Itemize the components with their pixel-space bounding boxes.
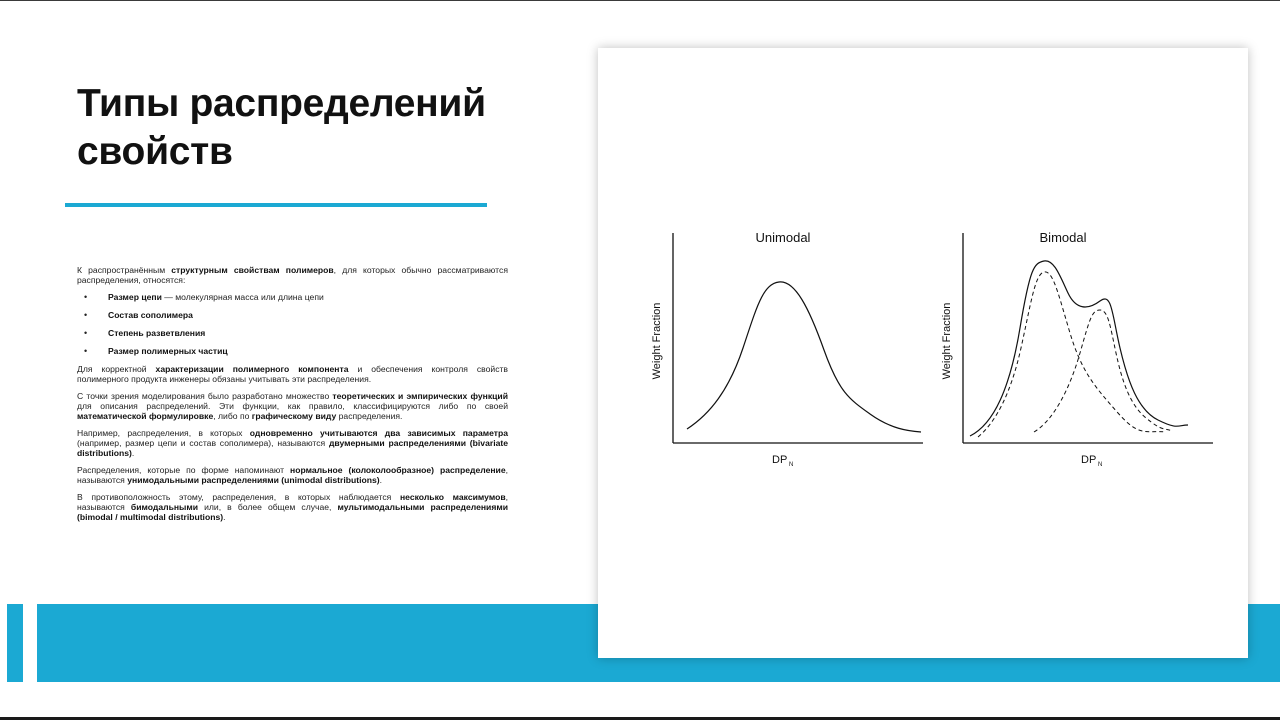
slide-title-line-1: Типы распределений xyxy=(77,82,486,125)
list-item-bold: Степень разветвления xyxy=(108,328,206,338)
title-underline xyxy=(65,203,487,207)
bold-run: нормальное (колоколообразное) распределение xyxy=(290,465,506,475)
text-run: , называются xyxy=(77,465,508,485)
unimodal-curve xyxy=(687,282,921,432)
bimodal-x-label: DP xyxy=(1081,454,1097,466)
text-run: для описания распределений. Эти функции, как правило, классифицируются либо по своей xyxy=(77,401,508,411)
bold-run: бимодальными xyxy=(130,502,199,512)
bimodal-x-label-subscript: N xyxy=(1098,462,1103,468)
bold-run: мультимодальными распределениями (bimodal / multimodal distributions) xyxy=(77,502,508,522)
slide-title xyxy=(77,80,547,176)
list-item-bold: Состав сополимера xyxy=(108,310,193,320)
bimodal-curve xyxy=(970,261,1188,436)
text-run: или, в более общем случае, xyxy=(198,502,338,512)
unimodal-x-label: DP xyxy=(772,454,788,466)
unimodal-title: Unimodal xyxy=(755,230,811,245)
bold-run: теоретических и эмпирических функций xyxy=(332,391,508,401)
bold-run: одновременно учитываются два зависимых параметра xyxy=(249,428,508,438)
bimodal-component-2 xyxy=(1034,310,1173,432)
distribution-diagram xyxy=(598,48,1248,658)
multimodal-paragraph xyxy=(77,492,508,522)
bold-run: характеризации полимерного компонента xyxy=(155,364,349,374)
text-run: С точки зрения моделирования было разработано множество xyxy=(77,391,333,401)
bimodal-title: Bimodal xyxy=(1039,230,1087,245)
list-item xyxy=(77,310,508,320)
text-run: , называются xyxy=(77,492,508,512)
unimodal-panel xyxy=(651,230,923,468)
bold-run: унимодальными распределениями (unimodal distributions) xyxy=(127,475,380,485)
text-run: (например, размер цепи и состав сополимера), называются xyxy=(77,438,329,448)
bimodal-panel xyxy=(941,230,1213,468)
list-item xyxy=(77,292,508,302)
intro-text-end: , для которых обычно рассматриваются распределения, относятся: xyxy=(77,265,508,285)
text-run: . xyxy=(379,475,383,485)
accent-band-small xyxy=(7,604,23,682)
text-run: распределения. xyxy=(336,411,403,421)
distribution-figure xyxy=(598,48,1248,658)
list-item xyxy=(77,346,508,356)
bold-run: графическому виду xyxy=(251,411,337,421)
text-run: . xyxy=(223,512,226,522)
text-run: Например, распределения, в которых xyxy=(77,428,250,438)
intro-text: К распространённым xyxy=(77,265,172,275)
text-run: и обеспечения контроля свойств полимерного продукта инженеры обязаны учитывать эти распределения. xyxy=(77,364,508,384)
text-run: . xyxy=(131,448,135,458)
list-item xyxy=(77,328,508,338)
text-run: В противоположность этому, распределения, в которых наблюдается xyxy=(77,492,400,502)
modeling-paragraph xyxy=(77,391,508,421)
top-border xyxy=(0,0,1280,1)
intro-paragraph xyxy=(77,265,508,285)
bimodal-component-1 xyxy=(978,272,1166,437)
list-item-text: — молекулярная масса или длина цепи xyxy=(161,292,324,302)
text-run: Для корректной xyxy=(77,364,156,374)
unimodal-x-label-subscript: N xyxy=(789,462,794,468)
list-item-bold: Размер цепи xyxy=(108,292,162,302)
text-run: , либо по xyxy=(213,411,252,421)
bold-run: несколько максимумов xyxy=(399,492,506,502)
bold-run: математической формулировке xyxy=(77,411,214,421)
unimodal-paragraph xyxy=(77,465,508,485)
intro-bold: структурным свойствам полимеров xyxy=(171,265,334,275)
unimodal-y-label: Weight Fraction xyxy=(651,302,663,380)
bold-run: двумерными распределениями (bivariate distributions) xyxy=(77,438,509,458)
bivariate-paragraph xyxy=(77,428,508,458)
characterization-paragraph xyxy=(77,364,508,384)
property-list xyxy=(77,292,508,356)
slide-title-line-2: свойств xyxy=(77,130,233,173)
slide-body xyxy=(77,265,508,529)
bimodal-y-label: Weight Fraction xyxy=(941,302,953,380)
text-run: Распределения, которые по форме напоминают xyxy=(77,465,290,475)
list-item-bold: Размер полимерных частиц xyxy=(108,346,228,356)
